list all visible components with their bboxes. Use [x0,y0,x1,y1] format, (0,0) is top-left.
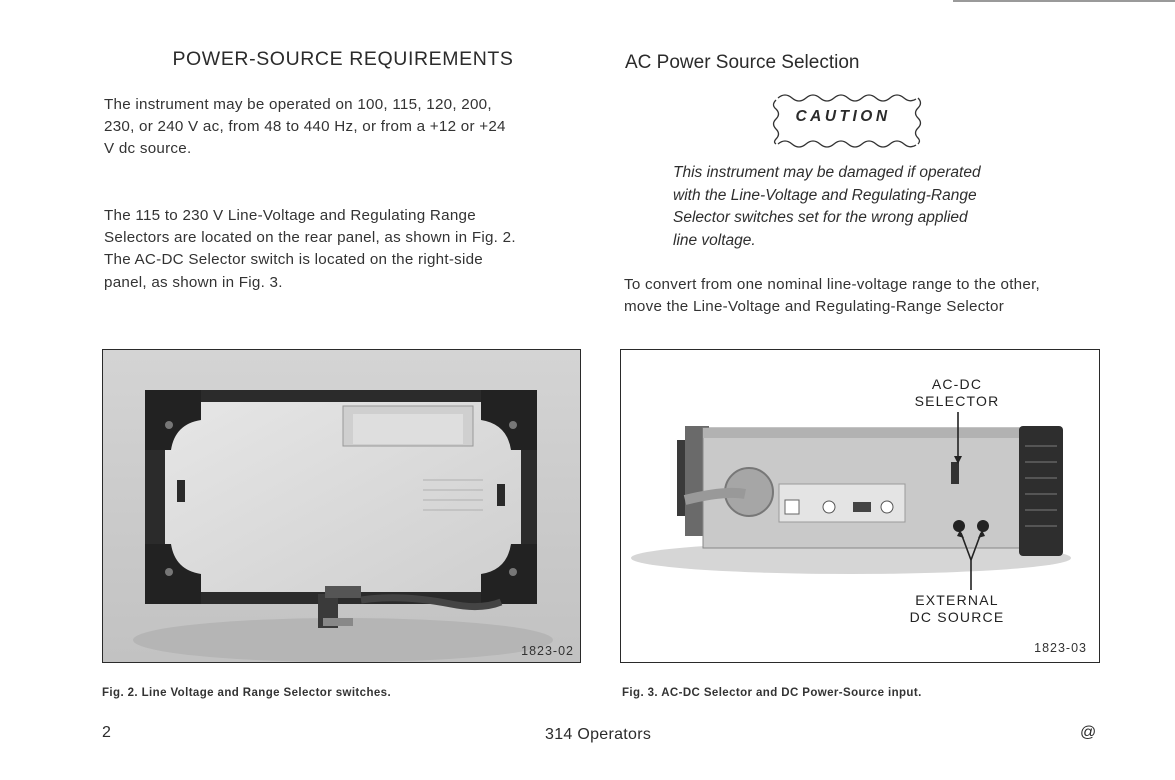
text-line: 230, or 240 V ac, from 48 to 440 Hz, or from a +12 or +24 [104,118,506,136]
text-line: The instrument may be operated on 100, 115, 120, 200, [104,96,492,113]
text-line: The AC-DC Selector switch is located on the right-side [104,251,484,269]
text-line: This instrument may be damaged if operated [673,164,981,181]
section-heading-power-source: POWER-SOURCE REQUIREMENTS [172,48,514,70]
text-line: line voltage. [673,231,756,249]
top-edge-rule [953,0,1175,2]
side-panel-illustration [621,350,1099,662]
figure-2-caption: Fig. 2. Line Voltage and Range Selector switches. [102,687,392,699]
convert-range-paragraph [624,274,1040,318]
footer-mark: @ [1080,724,1097,741]
caution-warning-text [673,162,981,252]
section-heading-ac-power: AC Power Source Selection [625,52,860,73]
text-line: To convert from one nominal line-voltage range to the other, [624,276,1041,293]
callout-line: EXTERNAL [915,592,999,608]
text-line: Selectors are located on the rear panel, as shown in Fig. 2. [104,229,516,247]
text-line: move the Line-Voltage and Regulating-Range Selector [624,298,1005,316]
text-line: panel, as shown in Fig. 3. [104,273,283,291]
caution-label: CAUTION [795,108,891,125]
figure-2-rear-panel-photo [102,349,581,663]
page-number: 2 [102,724,111,741]
figure-2-number: 1823-02 [521,644,574,658]
text-line: V dc source. [104,140,192,158]
callout-line: DC SOURCE [909,609,1005,625]
selector-location-paragraph [104,205,516,294]
text-line: with the Line-Voltage and Regulating-Range [673,186,977,204]
text-line: Selector switches set for the wrong applied [673,209,968,227]
callout-external-dc-source [907,592,1007,626]
text-line: The 115 to 230 V Line-Voltage and Regulating Range [104,207,476,224]
rear-panel-illustration [103,350,580,662]
power-source-paragraph [104,94,506,161]
caution-box [758,88,928,154]
callout-line: AC-DC [931,376,983,392]
figure-3-number: 1823-03 [1034,641,1087,655]
callout-line: SELECTOR [914,393,1000,409]
figure-3-side-panel-photo [620,349,1100,663]
figure-3-caption: Fig. 3. AC-DC Selector and DC Power-Source input. [622,687,922,699]
callout-ac-dc-selector [907,376,1007,410]
footer-title: 314 Operators [545,726,652,743]
